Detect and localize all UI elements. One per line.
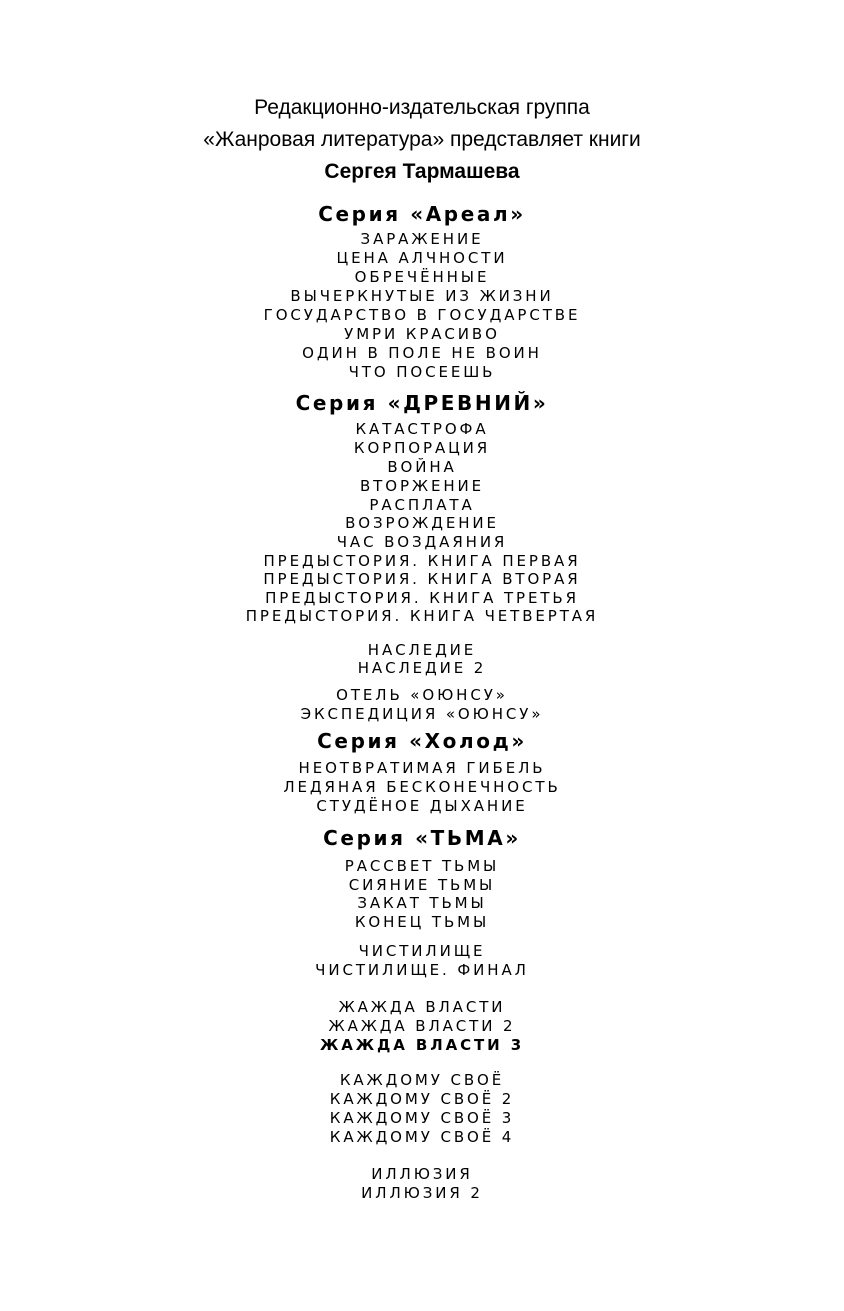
- book-title: ИЛЛЮЗИЯ 2: [361, 1184, 483, 1202]
- book-title: ОТЕЛЬ «ОЮНСУ»: [336, 686, 508, 704]
- book-title: ИЛЛЮЗИЯ: [371, 1165, 473, 1183]
- book-title: НАСЛЕДИЕ: [367, 641, 477, 659]
- book-title: ЛЕДЯНАЯ БЕСКОНЕЧНОСТЬ: [283, 778, 561, 796]
- series-areal-heading: Серия «Ареал»: [318, 202, 526, 226]
- book-title: ГОСУДАРСТВО В ГОСУДАРСТВЕ: [263, 306, 581, 324]
- book-title: ОДИН В ПОЛЕ НЕ ВОИН: [302, 344, 542, 362]
- book-title: ЧИСТИЛИЩЕ: [358, 942, 486, 960]
- series-drevniy-heading: Серия «ДРЕВНИЙ»: [295, 391, 549, 415]
- book-title: ЦЕНА АЛЧНОСТИ: [336, 249, 508, 267]
- book-title: ВЫЧЕРКНУТЫЕ ИЗ ЖИЗНИ: [290, 287, 554, 305]
- book-title: НЕОТВРАТИМАЯ ГИБЕЛЬ: [298, 759, 546, 777]
- book-title: УМРИ КРАСИВО: [344, 325, 500, 343]
- book-title: РАССВЕТ ТЬМЫ: [344, 857, 500, 875]
- book-title: КОРПОРАЦИЯ: [353, 439, 491, 457]
- presents-books-line: «Жанровая литература» представляет книги: [203, 128, 641, 151]
- book-title: КАЖДОМУ СВОЁ 4: [329, 1128, 515, 1146]
- book-title: ВТОРЖЕНИЕ: [359, 477, 485, 495]
- book-title: ОБРЕЧЁННЫЕ: [354, 268, 490, 286]
- book-title: СИЯНИЕ ТЬМЫ: [348, 876, 496, 894]
- book-title: ЧАС ВОЗДАЯНИЯ: [336, 533, 508, 551]
- book-title: ПРЕДЫСТОРИЯ. КНИГА ПЕРВАЯ: [263, 552, 581, 570]
- book-title: ЭКСПЕДИЦИЯ «ОЮНСУ»: [300, 705, 544, 723]
- book-title: ВОЗРОЖДЕНИЕ: [345, 514, 499, 532]
- book-title: ПРЕДЫСТОРИЯ. КНИГА ЧЕТВЕРТАЯ: [245, 607, 599, 625]
- book-title: ЗАКАТ ТЬМЫ: [357, 894, 487, 912]
- book-title: КАТАСТРОФА: [355, 420, 489, 438]
- publisher-group-line: Редакционно-издательская группа: [254, 96, 590, 119]
- book-title: ВОЙНА: [387, 458, 457, 476]
- book-title: НАСЛЕДИЕ 2: [357, 659, 487, 677]
- book-title: ЖАЖДА ВЛАСТИ 3: [319, 1036, 525, 1054]
- book-title: ЧИСТИЛИЩЕ. ФИНАЛ: [315, 961, 529, 979]
- book-title: КАЖДОМУ СВОЁ: [339, 1071, 505, 1089]
- book-title: ПРЕДЫСТОРИЯ. КНИГА ВТОРАЯ: [263, 570, 581, 588]
- book-title: ЖАЖДА ВЛАСТИ: [338, 998, 506, 1016]
- book-title: СТУДЁНОЕ ДЫХАНИЕ: [316, 797, 528, 815]
- series-holod-heading: Серия «Холод»: [317, 729, 527, 753]
- series-tma-heading: Серия «ТЬМА»: [323, 826, 521, 850]
- book-title: РАСПЛАТА: [369, 496, 475, 514]
- author-name: Сергея Тармашева: [324, 160, 520, 183]
- book-title: КАЖДОМУ СВОЁ 3: [329, 1109, 515, 1127]
- book-title: ПРЕДЫСТОРИЯ. КНИГА ТРЕТЬЯ: [265, 589, 579, 607]
- book-title: ЧТО ПОСЕЕШЬ: [348, 363, 496, 381]
- book-title: ЗАРАЖЕНИЕ: [360, 230, 484, 248]
- book-title: КОНЕЦ ТЬМЫ: [354, 913, 490, 931]
- book-title: КАЖДОМУ СВОЁ 2: [329, 1090, 515, 1108]
- book-title: ЖАЖДА ВЛАСТИ 2: [328, 1017, 516, 1035]
